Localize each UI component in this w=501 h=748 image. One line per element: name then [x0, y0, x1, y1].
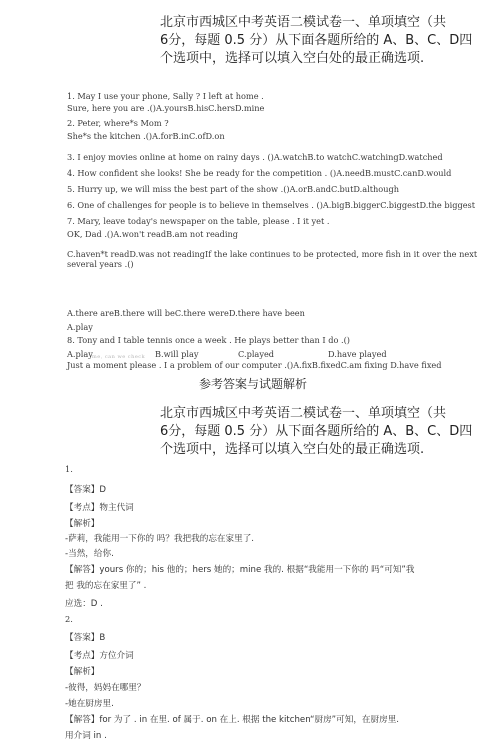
heading-line-1: 北京市西城区中考英语二模试卷一、单项填空（共 — [160, 15, 447, 30]
question-line: 5. Hurry up, we will miss the best part of the show .()A.orB.andC.butD.although — [67, 184, 400, 194]
answer-line: 【答案】B — [65, 633, 106, 643]
question-line: OK, Dad .()A.won't readB.am not reading — [67, 229, 239, 239]
question-line: 1. May I use your phone, Sally ? I left at home . — [67, 91, 264, 101]
heading-line-1: 北京市西城区中考英语二模试卷一、单项填空（共 — [160, 406, 447, 421]
answer-line: 【解答】yours 你的；his 他的；hers 她的；mine 我的. 根据“我能用一下你的 吗“可知”我 — [65, 565, 415, 575]
option-c: C.played — [238, 349, 275, 359]
answer-line: 【考点】方位介词 — [65, 651, 134, 661]
answer-line: 把 我的忘在家里了” . — [65, 581, 147, 591]
answer-line: 用介词 in . — [65, 731, 107, 741]
answer-number: 1. — [65, 464, 73, 474]
question-line: 3. I enjoy movies online at home on rainy days . ()A.watchB.to watchC.watchingD.watched — [67, 152, 443, 162]
heading-line-3: 个选项中，选择可以填入空白处的最正确选项. — [160, 442, 425, 457]
question-line: A.there areB.there will beC.there wereD.there have been — [67, 308, 305, 318]
answer-line: -当然，给你. — [65, 549, 114, 559]
question-line: She*s the kitchen .()A.forB.inC.ofD.on — [67, 131, 225, 141]
heading-line-3: 个选项中，选择可以填入空白处的最正确选项. — [160, 51, 425, 66]
heading-line-2: 6分，每题 0.5 分）从下面各题所给的 A、B、C、D四 — [160, 424, 473, 439]
question-line: several years .() — [67, 259, 134, 269]
option-b: B.will play — [155, 349, 199, 359]
answer-line: 【答案】D — [65, 485, 106, 495]
answers-section-title: 参考答案与试题解析 — [199, 377, 308, 391]
question-line: 2. Peter, where*s Mom ? — [67, 118, 169, 128]
question-line: Just a moment please . I a problem of our computer .()A.fixB.fixedC.am fixing D.have fixed — [67, 360, 442, 370]
heading-line-2: 6分，每题 0.5 分）从下面各题所给的 A、B、C、D四 — [160, 33, 473, 48]
question-line: 8. Tony and I table tennis once a week . He plays better than I do .() — [67, 335, 350, 345]
answer-line: 【考点】物主代词 — [65, 503, 134, 513]
question-line: 4. How confident she looks! She be ready for the competition . ()A.needB.mustC.canD.would — [67, 168, 452, 178]
question-line: 6. One of challenges for people is to believe in themselves . ()A.bigB.biggerC.biggestD.the biggest — [67, 200, 476, 210]
option-d: D.have played — [328, 349, 387, 359]
overlapping-text: me, can we check — [92, 354, 146, 360]
answer-line: -萨莉，我能用一下你的 吗？我把我的忘在家里了. — [65, 534, 255, 544]
question-line: C.haven*t readD.was not readingIf the lake continues to be protected, more fish in it over the next — [67, 249, 478, 259]
answer-line: -她在厨房里. — [65, 699, 114, 709]
answer-line: 【解析】 — [65, 519, 100, 529]
answer-number: 2. — [65, 614, 73, 624]
question-line: 7. Mary, leave today's newspaper on the table, please . I it yet . — [67, 216, 330, 226]
answer-line: 应选：D . — [65, 599, 103, 609]
answer-line: 【解析】 — [65, 667, 100, 677]
answer-line: -彼得，妈妈在哪里？ — [65, 683, 146, 693]
question-line: Sure, here you are .()A.yoursB.hisC.hersD.mine — [67, 103, 265, 113]
question-line: A.play — [67, 322, 93, 332]
option-a: A.play — [67, 349, 93, 359]
answer-line: 【解答】for 为了 . in 在里. of 属于. on 在上. 根据 the kitchen“厨房”可知，在厨房里. — [65, 715, 400, 725]
